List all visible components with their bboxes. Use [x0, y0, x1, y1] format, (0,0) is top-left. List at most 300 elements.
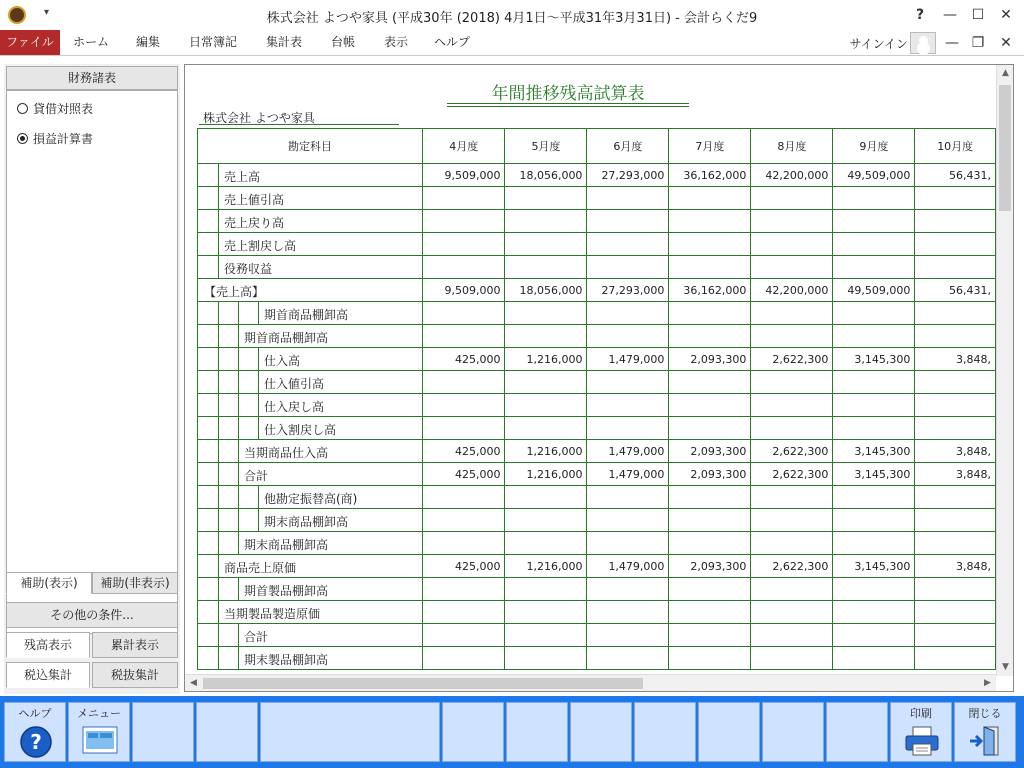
value-cell[interactable]	[669, 325, 751, 348]
account-cell[interactable]	[198, 325, 423, 348]
table-row[interactable]	[198, 302, 996, 325]
value-cell[interactable]: 1,479,000	[587, 348, 669, 371]
value-cell[interactable]	[423, 486, 505, 509]
value-cell[interactable]	[505, 371, 587, 394]
scroll-down-icon[interactable]: ▼	[1002, 662, 1009, 672]
fkey-empty[interactable]	[698, 702, 760, 762]
menu-file[interactable]: ファイル	[0, 30, 60, 55]
value-cell[interactable]: 56,431,	[915, 279, 996, 302]
value-cell[interactable]	[505, 187, 587, 210]
value-cell[interactable]: 1,216,000	[505, 463, 587, 486]
table-row[interactable]	[198, 279, 996, 302]
value-cell[interactable]	[669, 233, 751, 256]
value-cell[interactable]	[423, 187, 505, 210]
value-cell[interactable]	[587, 302, 669, 325]
account-cell[interactable]	[198, 348, 423, 371]
tree-line	[218, 394, 219, 416]
menu-fkey[interactable]	[68, 702, 130, 762]
table-row[interactable]	[198, 371, 996, 394]
exit-door-icon	[968, 725, 1004, 757]
value-cell[interactable]: 2,093,300	[669, 440, 751, 463]
scroll-up-icon[interactable]: ▲	[1002, 68, 1009, 78]
value-cell[interactable]	[423, 394, 505, 417]
other-conditions-button[interactable]: その他の条件...	[6, 602, 178, 628]
tree-line	[238, 486, 239, 508]
menu-help[interactable]: ヘルプ	[433, 35, 470, 49]
value-cell[interactable]	[915, 210, 996, 233]
column-header[interactable]: 8月度	[751, 129, 833, 164]
value-cell[interactable]: 49,509,000	[833, 164, 915, 187]
value-cell[interactable]	[751, 647, 833, 670]
value-cell[interactable]	[505, 394, 587, 417]
value-cell[interactable]	[751, 532, 833, 555]
value-cell[interactable]	[833, 486, 915, 509]
value-cell[interactable]	[669, 187, 751, 210]
value-cell[interactable]: 2,093,300	[669, 555, 751, 578]
value-cell[interactable]: 56,431,	[915, 164, 996, 187]
value-cell[interactable]: 425,000	[423, 463, 505, 486]
value-cell[interactable]	[833, 532, 915, 555]
account-label: 合計	[244, 630, 269, 644]
print-fkey-label: 印刷	[910, 707, 932, 720]
value-cell[interactable]	[833, 578, 915, 601]
value-cell[interactable]: 1,216,000	[505, 348, 587, 371]
value-cell[interactable]: 425,000	[423, 348, 505, 371]
value-cell[interactable]	[423, 624, 505, 647]
svg-text:?: ?	[30, 730, 42, 754]
account-cell[interactable]	[198, 256, 423, 279]
value-cell[interactable]	[833, 371, 915, 394]
tree-line	[238, 325, 239, 347]
close-fkey[interactable]	[954, 702, 1016, 762]
tree-line	[258, 486, 259, 508]
value-cell[interactable]	[587, 578, 669, 601]
account-cell[interactable]	[198, 233, 423, 256]
account-cell[interactable]	[198, 187, 423, 210]
maximize-button[interactable]: ☐	[971, 7, 985, 23]
tree-line	[238, 509, 239, 531]
title-bar	[0, 0, 1024, 30]
table-row[interactable]	[198, 256, 996, 279]
account-cell[interactable]	[198, 394, 423, 417]
value-cell[interactable]	[833, 256, 915, 279]
value-cell[interactable]	[833, 647, 915, 670]
value-cell[interactable]	[423, 233, 505, 256]
horizontal-scroll-thumb[interactable]	[203, 678, 643, 689]
value-cell[interactable]: 1,216,000	[505, 555, 587, 578]
vertical-scroll-thumb[interactable]	[999, 85, 1011, 211]
scroll-left-icon[interactable]: ◀	[190, 678, 197, 688]
value-cell[interactable]	[505, 578, 587, 601]
tree-line	[218, 302, 219, 324]
value-cell[interactable]	[669, 256, 751, 279]
value-cell[interactable]: 9,509,000	[423, 164, 505, 187]
value-cell[interactable]: 3,848,	[915, 555, 996, 578]
account-cell[interactable]	[198, 164, 423, 187]
close-window-button[interactable]: ✕	[1000, 7, 1012, 23]
value-cell[interactable]	[505, 509, 587, 532]
report-scroll-area[interactable]	[185, 65, 996, 676]
value-cell[interactable]: 36,162,000	[669, 164, 751, 187]
value-cell[interactable]	[587, 486, 669, 509]
value-cell[interactable]	[505, 302, 587, 325]
account-label: 【売上高】	[204, 285, 265, 299]
left-panel	[4, 64, 180, 694]
account-label: 仕入高	[264, 354, 301, 368]
column-header[interactable]: 6月度	[587, 129, 669, 164]
value-cell[interactable]	[833, 509, 915, 532]
value-cell[interactable]	[751, 578, 833, 601]
tree-line	[238, 463, 239, 485]
value-cell[interactable]	[587, 394, 669, 417]
tree-line	[218, 647, 219, 669]
value-cell[interactable]	[669, 509, 751, 532]
fkey-empty[interactable]	[762, 702, 824, 762]
help-fkey[interactable]	[4, 702, 66, 762]
radio-circle-icon[interactable]	[17, 103, 28, 114]
value-cell[interactable]: 425,000	[423, 555, 505, 578]
value-cell[interactable]: 2,622,300	[751, 348, 833, 371]
account-cell[interactable]	[198, 463, 423, 486]
value-cell[interactable]	[915, 417, 996, 440]
account-label: 期末製品棚卸高	[244, 653, 329, 667]
table-row[interactable]	[198, 325, 996, 348]
value-cell[interactable]: 2,093,300	[669, 463, 751, 486]
value-cell[interactable]	[423, 210, 505, 233]
value-cell[interactable]	[751, 371, 833, 394]
account-cell[interactable]	[198, 509, 423, 532]
horizontal-scrollbar[interactable]	[185, 674, 996, 691]
value-cell[interactable]	[423, 647, 505, 670]
table-body	[198, 164, 996, 670]
value-cell[interactable]: 2,093,300	[669, 348, 751, 371]
function-key-bar	[0, 696, 1024, 768]
value-cell[interactable]	[751, 302, 833, 325]
account-cell[interactable]	[198, 486, 423, 509]
value-cell[interactable]: 3,145,300	[833, 440, 915, 463]
balance-display-button[interactable]: 残高表示	[6, 632, 90, 658]
value-cell[interactable]	[505, 233, 587, 256]
account-cell[interactable]	[198, 647, 423, 670]
fkey-empty[interactable]	[570, 702, 632, 762]
value-cell[interactable]: 1,216,000	[505, 440, 587, 463]
value-cell[interactable]: 425,000	[423, 440, 505, 463]
value-cell[interactable]	[751, 417, 833, 440]
value-cell[interactable]	[751, 325, 833, 348]
value-cell[interactable]	[423, 417, 505, 440]
value-cell[interactable]: 3,145,300	[833, 463, 915, 486]
value-cell[interactable]: 27,293,000	[587, 164, 669, 187]
value-cell[interactable]: 42,200,000	[751, 164, 833, 187]
column-header[interactable]: 7月度	[669, 129, 751, 164]
value-cell[interactable]	[751, 394, 833, 417]
tree-line	[218, 187, 219, 209]
value-cell[interactable]: 1,479,000	[587, 463, 669, 486]
ribbon-close-button[interactable]: ✕	[1000, 35, 1012, 51]
menu-view[interactable]: 表示	[383, 35, 408, 49]
value-cell[interactable]	[505, 417, 587, 440]
table-row[interactable]	[198, 164, 996, 187]
value-cell[interactable]	[751, 509, 833, 532]
value-cell[interactable]: 3,145,300	[833, 555, 915, 578]
value-cell[interactable]: 27,293,000	[587, 279, 669, 302]
value-cell[interactable]	[505, 486, 587, 509]
value-cell[interactable]	[669, 532, 751, 555]
value-cell[interactable]	[587, 509, 669, 532]
column-header[interactable]: 勘定科目	[198, 129, 423, 164]
ribbon-minimize-button[interactable]: —	[945, 35, 959, 51]
value-cell[interactable]: 42,200,000	[751, 279, 833, 302]
tree-line	[218, 417, 219, 439]
account-label: 売上戻り高	[224, 216, 285, 230]
fkey-empty[interactable]	[260, 702, 440, 762]
value-cell[interactable]	[587, 371, 669, 394]
value-cell[interactable]	[751, 187, 833, 210]
menu-edit[interactable]: 編集	[135, 35, 160, 49]
tree-line	[218, 555, 219, 577]
value-cell[interactable]	[587, 532, 669, 555]
value-cell[interactable]	[669, 210, 751, 233]
value-cell[interactable]	[751, 601, 833, 624]
value-cell[interactable]	[915, 578, 996, 601]
value-cell[interactable]	[833, 325, 915, 348]
value-cell[interactable]	[669, 371, 751, 394]
account-cell[interactable]	[198, 440, 423, 463]
value-cell[interactable]: 1,479,000	[587, 555, 669, 578]
trial-balance-table	[197, 128, 996, 670]
value-cell[interactable]	[505, 256, 587, 279]
value-cell[interactable]: 3,145,300	[833, 348, 915, 371]
value-cell[interactable]	[669, 417, 751, 440]
table-row[interactable]	[198, 394, 996, 417]
column-header[interactable]: 10月度	[915, 129, 996, 164]
avatar[interactable]	[910, 32, 936, 54]
value-cell[interactable]	[587, 210, 669, 233]
tree-line	[218, 463, 219, 485]
account-cell[interactable]	[198, 601, 423, 624]
fkey-empty[interactable]	[634, 702, 696, 762]
menu-daily-bookkeeping[interactable]: 日常簿記	[188, 35, 237, 49]
value-cell[interactable]	[505, 601, 587, 624]
account-label: 期末商品棚卸高	[264, 515, 349, 529]
value-cell[interactable]	[833, 417, 915, 440]
value-cell[interactable]	[423, 325, 505, 348]
table-row[interactable]	[198, 509, 996, 532]
fkey-empty[interactable]	[826, 702, 888, 762]
value-cell[interactable]	[423, 578, 505, 601]
value-cell[interactable]	[669, 578, 751, 601]
quick-access-dropdown-icon[interactable]: ▾	[44, 7, 50, 18]
table-row[interactable]	[198, 532, 996, 555]
value-cell[interactable]	[669, 394, 751, 417]
value-cell[interactable]	[587, 187, 669, 210]
table-row[interactable]	[198, 210, 996, 233]
value-cell[interactable]	[751, 210, 833, 233]
value-cell[interactable]	[915, 601, 996, 624]
value-cell[interactable]	[669, 302, 751, 325]
value-cell[interactable]	[423, 371, 505, 394]
close-fkey-label: 閉じる	[968, 707, 1002, 720]
value-cell[interactable]	[915, 624, 996, 647]
value-cell[interactable]: 18,056,000	[505, 164, 587, 187]
column-header[interactable]: 4月度	[423, 129, 505, 164]
tree-line	[238, 302, 239, 324]
value-cell[interactable]: 2,622,300	[751, 555, 833, 578]
scroll-right-icon[interactable]: ▶	[984, 678, 991, 688]
menu-ledger[interactable]: 台帳	[330, 35, 355, 49]
value-cell[interactable]: 3,848,	[915, 463, 996, 486]
print-fkey[interactable]	[890, 702, 952, 762]
fkey-empty[interactable]	[442, 702, 504, 762]
value-cell[interactable]	[505, 647, 587, 670]
value-cell[interactable]	[587, 325, 669, 348]
account-cell[interactable]	[198, 624, 423, 647]
table-row[interactable]	[198, 463, 996, 486]
value-cell[interactable]	[915, 532, 996, 555]
value-cell[interactable]: 2,622,300	[751, 440, 833, 463]
tax-excluded-button[interactable]: 税抜集計	[92, 662, 178, 688]
ribbon-restore-button[interactable]: ❐	[971, 35, 985, 51]
value-cell[interactable]	[423, 302, 505, 325]
value-cell[interactable]	[751, 624, 833, 647]
signin-link[interactable]: サインイン	[849, 37, 908, 51]
value-cell[interactable]	[833, 601, 915, 624]
value-cell[interactable]	[915, 187, 996, 210]
financial-statements-header[interactable]: 財務諸表	[6, 66, 178, 90]
value-cell[interactable]	[915, 509, 996, 532]
cumulative-display-button[interactable]: 累計表示	[92, 632, 178, 658]
value-cell[interactable]	[587, 601, 669, 624]
value-cell[interactable]	[423, 532, 505, 555]
value-cell[interactable]	[423, 601, 505, 624]
table-row[interactable]	[198, 601, 996, 624]
account-cell[interactable]	[198, 532, 423, 555]
column-header[interactable]: 5月度	[505, 129, 587, 164]
account-cell[interactable]	[198, 210, 423, 233]
fkey-empty[interactable]	[506, 702, 568, 762]
printer-icon	[904, 725, 940, 757]
value-cell[interactable]: 9,509,000	[423, 279, 505, 302]
column-header[interactable]: 9月度	[833, 129, 915, 164]
value-cell[interactable]	[915, 486, 996, 509]
value-cell[interactable]: 3,848,	[915, 348, 996, 371]
radio-balance-sheet[interactable]	[17, 99, 93, 119]
value-cell[interactable]	[505, 325, 587, 348]
value-cell[interactable]	[505, 624, 587, 647]
tree-line	[218, 371, 219, 393]
tree-line	[258, 417, 259, 439]
menu-home[interactable]: ホーム	[72, 35, 109, 49]
fkey-empty[interactable]	[132, 702, 194, 762]
value-cell[interactable]	[751, 233, 833, 256]
value-cell[interactable]	[587, 417, 669, 440]
value-cell[interactable]	[915, 371, 996, 394]
value-cell[interactable]	[587, 233, 669, 256]
value-cell[interactable]	[915, 302, 996, 325]
table-row[interactable]	[198, 233, 996, 256]
account-label: 役務収益	[224, 262, 273, 276]
radio-income-statement[interactable]	[17, 129, 93, 149]
value-cell[interactable]	[669, 601, 751, 624]
value-cell[interactable]: 49,509,000	[833, 279, 915, 302]
value-cell[interactable]	[669, 486, 751, 509]
value-cell[interactable]: 36,162,000	[669, 279, 751, 302]
fkey-empty[interactable]	[196, 702, 258, 762]
account-cell[interactable]	[198, 371, 423, 394]
tree-line	[258, 302, 259, 324]
value-cell[interactable]	[423, 509, 505, 532]
tree-line	[218, 440, 219, 462]
tree-line	[218, 601, 219, 623]
tab-show-sub[interactable]: 補助(表示)	[6, 572, 92, 594]
value-cell[interactable]	[833, 624, 915, 647]
table-row[interactable]	[198, 555, 996, 578]
value-cell[interactable]	[833, 187, 915, 210]
menu-fkey-label: メニュー	[77, 707, 121, 720]
account-cell[interactable]	[198, 279, 423, 302]
account-cell[interactable]	[198, 578, 423, 601]
value-cell[interactable]	[505, 210, 587, 233]
table-row[interactable]	[198, 578, 996, 601]
menu-summary[interactable]: 集計表	[265, 35, 302, 49]
account-cell[interactable]	[198, 417, 423, 440]
value-cell[interactable]	[423, 256, 505, 279]
value-cell[interactable]: 2,622,300	[751, 463, 833, 486]
menu-bar	[0, 30, 1024, 56]
table-row[interactable]	[198, 624, 996, 647]
value-cell[interactable]	[587, 624, 669, 647]
value-cell[interactable]	[833, 302, 915, 325]
tab-hide-sub[interactable]: 補助(非表示)	[92, 572, 178, 594]
table-row[interactable]	[198, 417, 996, 440]
value-cell[interactable]	[669, 624, 751, 647]
tree-line	[238, 348, 239, 370]
value-cell[interactable]	[915, 233, 996, 256]
table-row[interactable]	[198, 647, 996, 670]
value-cell[interactable]	[915, 647, 996, 670]
value-cell[interactable]	[751, 256, 833, 279]
value-cell[interactable]: 1,479,000	[587, 440, 669, 463]
value-cell[interactable]	[915, 325, 996, 348]
value-cell[interactable]	[833, 210, 915, 233]
table-row[interactable]	[198, 486, 996, 509]
account-cell[interactable]	[198, 302, 423, 325]
account-label: 当期商品仕入高	[244, 446, 329, 460]
value-cell[interactable]	[833, 233, 915, 256]
table-row[interactable]	[198, 348, 996, 371]
value-cell[interactable]: 18,056,000	[505, 279, 587, 302]
value-cell[interactable]	[833, 394, 915, 417]
value-cell[interactable]	[505, 532, 587, 555]
tree-line	[218, 509, 219, 531]
help-icon[interactable]: ?	[915, 7, 925, 23]
radio-checked-icon[interactable]	[17, 133, 28, 144]
value-cell[interactable]	[669, 647, 751, 670]
value-cell[interactable]	[587, 647, 669, 670]
tax-included-button[interactable]: 税込集計	[6, 662, 90, 688]
value-cell[interactable]	[587, 256, 669, 279]
account-cell[interactable]	[198, 555, 423, 578]
minimize-button[interactable]: —	[943, 7, 957, 23]
account-label: 期首商品棚卸高	[264, 308, 349, 322]
vertical-scrollbar[interactable]	[996, 65, 1013, 676]
value-cell[interactable]: 3,848,	[915, 440, 996, 463]
value-cell[interactable]	[915, 394, 996, 417]
table-row[interactable]	[198, 187, 996, 210]
value-cell[interactable]	[751, 486, 833, 509]
table-row[interactable]	[198, 440, 996, 463]
value-cell[interactable]	[915, 256, 996, 279]
